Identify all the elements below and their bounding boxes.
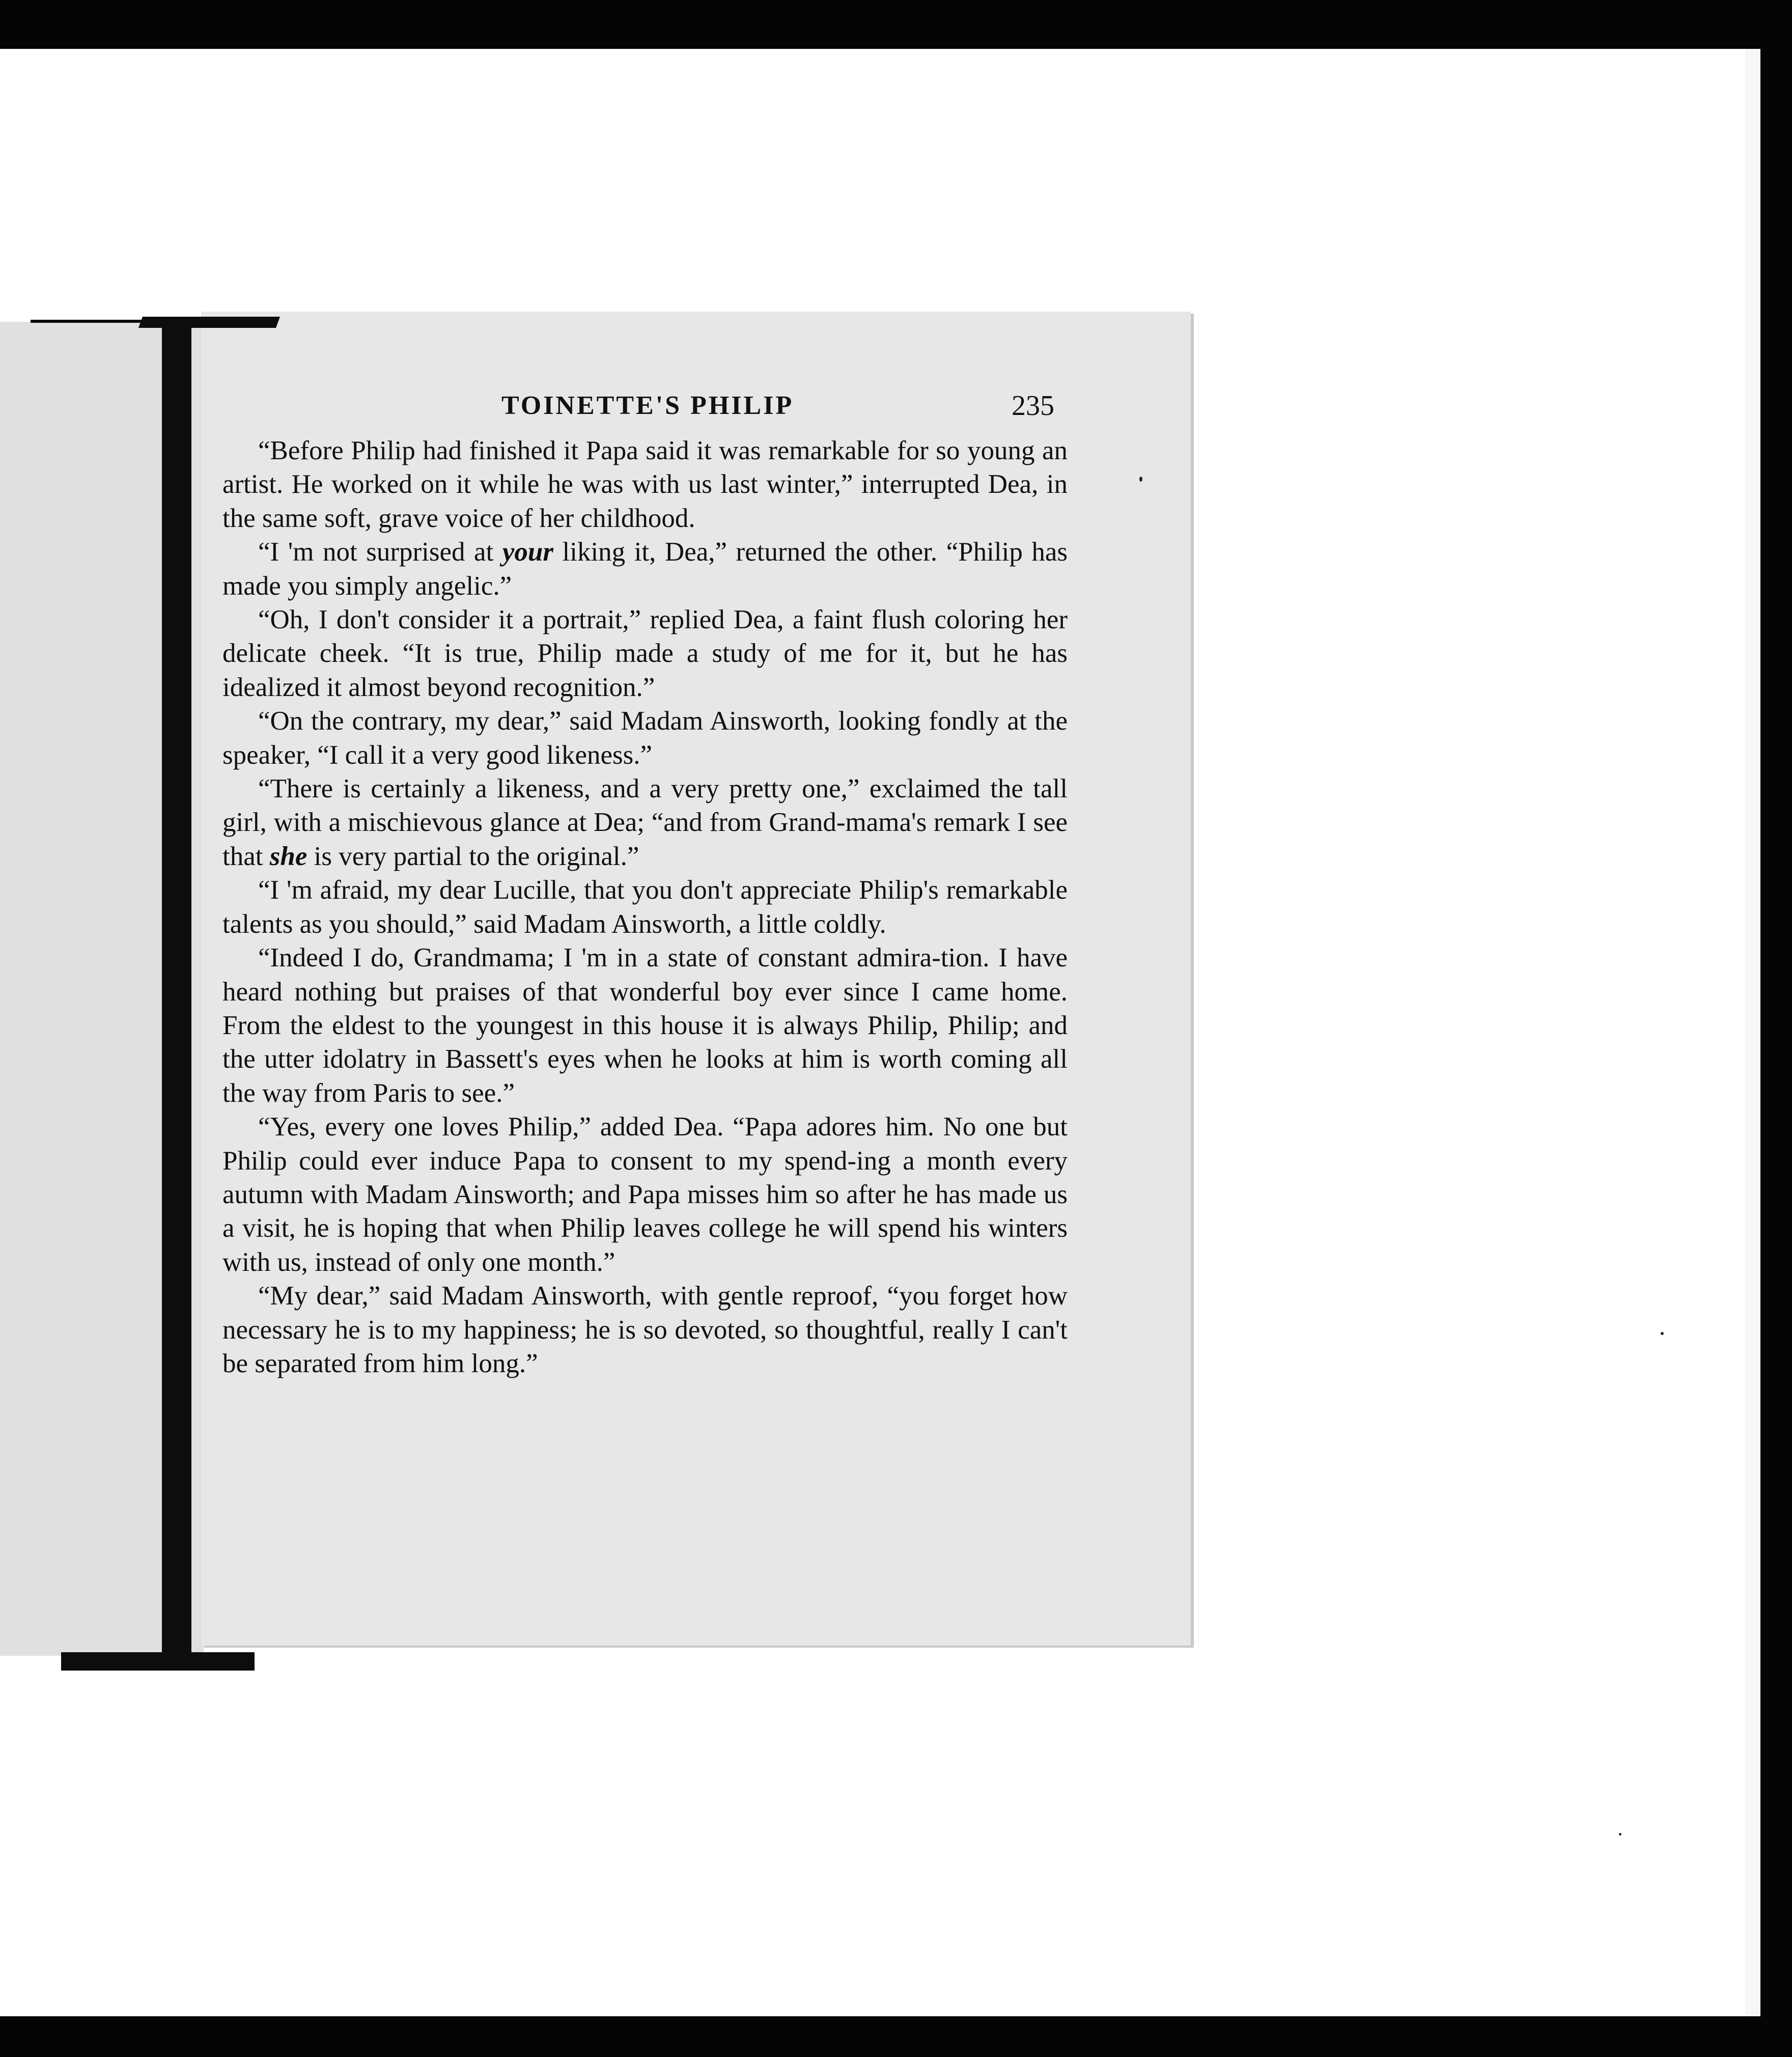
paragraph-text: is very partial to the original.” xyxy=(307,841,639,871)
running-head xyxy=(201,388,1191,424)
paragraph xyxy=(222,873,1068,941)
binding-foot xyxy=(61,1652,255,1671)
paragraph-text: “I 'm not surprised at xyxy=(258,537,502,567)
paragraph xyxy=(222,941,1068,1110)
emphasized-word: your xyxy=(502,537,553,567)
sheet-edge xyxy=(1745,49,1760,2016)
paragraph-text: “There is certainly a likeness, and a very pretty one,” exclaimed the tall girl, with a mischievous glance at Dea; “and from Grand-mama's remark I see that xyxy=(222,774,1068,871)
paragraph-text: “Before Philip had finished it Papa said it was remarkable for so young an artist. He worked on it while he was with us last winter,” interrupted Dea, in the same soft, grave voice of her childhood. xyxy=(222,436,1068,533)
book-page xyxy=(201,312,1191,1646)
paragraph-text: “Yes, every one loves Philip,” added Dea. “Papa adores him. No one but Philip could ever induce Papa to consent to my spend-ing a month every autumn with Madam Ainsworth; and Papa misses him so after he has made us a visit, he is hoping that when Philip leaves college he will spend his winters with us, instead of only one month.” xyxy=(222,1112,1068,1277)
paragraph-text: “Indeed I do, Grandmama; I 'm in a state of constant admira-tion. I have heard nothing but praises of that wonderful boy ever since I came home. From the eldest to the youngest in this house it is always Philip, Philip; and the utter idolatry in Bassett's eyes when he looks at him is worth coming all the way from Paris to see.” xyxy=(222,943,1068,1108)
dust-speck xyxy=(1661,1332,1664,1335)
paragraph xyxy=(222,704,1068,772)
emphasized-word: she xyxy=(269,841,307,871)
body-text xyxy=(222,434,1068,1380)
paragraph xyxy=(222,603,1068,704)
paragraph xyxy=(222,1110,1068,1279)
page-number: 235 xyxy=(1012,390,1054,422)
running-title: TOINETTE'S PHILIP xyxy=(501,391,794,420)
binding-bar xyxy=(162,321,191,1665)
paragraph-text: “My dear,” said Madam Ainsworth, with gentle reproof, “you forget how necessary he is to my happiness; he is so devoted, so thoughtful, really I can't be separated from him long.” xyxy=(222,1281,1068,1378)
paragraph-text: liking it, Dea,” returned the other. “Philip has made you simply angelic.” xyxy=(222,537,1068,601)
binding-top xyxy=(138,317,280,328)
paragraph xyxy=(222,1279,1068,1380)
dust-speck xyxy=(1619,1833,1621,1836)
paragraph xyxy=(222,434,1068,535)
paragraph xyxy=(222,772,1068,873)
dust-speck xyxy=(1139,477,1142,482)
paragraph-text: “I 'm afraid, my dear Lucille, that you don't appreciate Philip's remarkable talents as you should,” said Madam Ainsworth, a little coldly. xyxy=(222,875,1068,939)
paragraph-text: “Oh, I don't consider it a portrait,” replied Dea, a faint flush coloring her delicate cheek. “It is true, Philip made a study of me for it, but he has idealized it almost beyond recognition.” xyxy=(222,605,1068,702)
paragraph-text: “On the contrary, my dear,” said Madam Ainsworth, looking fondly at the speaker, “I call it a very good likeness.” xyxy=(222,706,1068,770)
paragraph xyxy=(222,535,1068,603)
